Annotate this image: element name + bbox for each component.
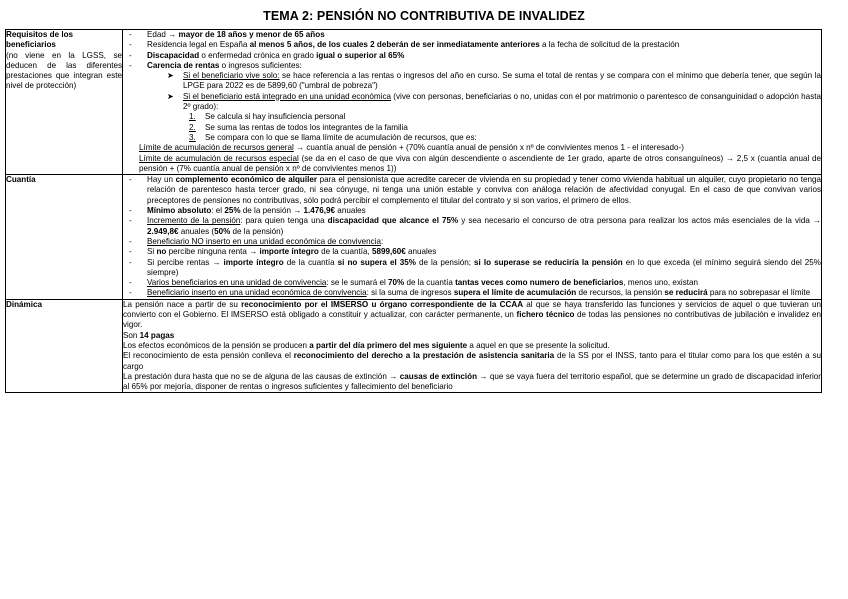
req-vive-solo: ➤ Si el beneficiario vive solo: se hace referencia a las rentas o ingresos del año en curso. Se suma el total de rentas y se compara con el mínimo que debería tener, que según la LPGE para 2022 es de 5899,60 ("umbral de pobreza") (167, 71, 822, 91)
requisitos-title: Requisitos de los beneficiarios (6, 30, 74, 50)
req-carencia: - Carencia de rentas o ingresos suficientes: ➤ Si el beneficiario vive solo: se hace referencia a las rentas o ingresos del año en curso. Se suma el total de rentas y se compara con el mínimo que debería tener, que según la LPGE para 2022 es de 5899,60 ("umbral de pobreza") ➤ Si el beneficiario está integrado en una unidad económica (vive con personas, beneficiarias o no, unidas con el por matrimonio o parentesco de consanguinidad o adopción hasta 2º grado): 1. Se calcula si hay insuficiencia personal 2. Se suma las rentas de todos los integrantes de la familia 3. Se compara con lo que se llama límite de acumulación de recursos, que es: (147, 61, 821, 143)
cua-no-inserto: - Beneficiario NO inserto en una unidad económica de convivencia: (147, 237, 821, 247)
din-paragraph-4: El reconocimiento de esta pensión conlleva el reconocimiento del derecho a la prestación de asistencia sanitaria de la SS por el INSS, tanto para el titular como para los que estén a su cargo (123, 351, 821, 371)
arrow-bullet-icon: ➤ (167, 71, 174, 81)
req-edad: - Edad → mayor de 18 años y menor de 65 años (147, 30, 821, 40)
arrow-bullet-icon: ➤ (167, 91, 174, 101)
cua-incremento: - Incremento de la pensión: para quien tenga una discapacidad que alcance el 75% y sea necesario el concurso de otra persona para realizar los actos más esenciales de la vida → 2.949,8€ anuales (50% de la pensión) (147, 216, 821, 237)
cuantia-title: Cuantía (6, 175, 36, 185)
content-requisitos (123, 30, 822, 175)
label-requisitos (6, 30, 123, 175)
req-discapacidad: - Discapacidad o enfermedad crónica en grado igual o superior al 65% (147, 51, 821, 61)
row-cuantia (6, 175, 822, 300)
row-dinamica (6, 299, 822, 393)
content-dinamica (123, 299, 822, 393)
din-paragraph-1: La pensión nace a partir de su reconocimiento por el IMSERSO u órgano correspondiente de la CCAA al que se haya transferido las funciones y servicios de aquel o que tuvieran un convierto con el Gobierno. El IMSERSO está obligado a constituir y actualizar, con carácter permanente, un fichero técnico de todas las pensiones no contributivas de jubilación e invalidez en vigor. (123, 299, 821, 330)
cua-minimo: - Mínimo absoluto: el 25% de la pensión → 1.476,9€ anuales (147, 206, 821, 216)
cua-inserto: - Beneficiario inserto en una unidad económica de convivencia: si la suma de ingresos supera el límite de acumulación de recursos, la pensión se reducirá para no sobrepasar el límite (147, 288, 821, 298)
req-residencia: - Residencia legal en España al menos 5 años, de los cuales 2 deberán de ser inmediatamente anteriores a la fecha de solicitud de la prestación (147, 40, 821, 50)
row-requisitos (6, 30, 822, 175)
din-paragraph-3: Los efectos económicos de la pensión se producen a partir del día primero del mes siguiente a aquel en que se presente la solicitud. (123, 340, 610, 350)
cua-alquiler: - Hay un complemento económico de alquiler para el pensionista que acredite carecer de vivienda en su propiedad y tener como vivienda habitual un alquiler, cuyo propietario no tenga relación de parentesco hasta tercer grado, ni sea cónyuge, ni tenga una unión estable y conviva con análoga relación de afectividad conyugal. En el caso de que convivan varios preceptores de pensiones no contributivas, sólo podrá percibir el complemento el titular del contrato y si son varios, el primero de ellos. (147, 175, 821, 206)
requisitos-note: (no viene en la LGSS, se deducen de las diferentes prestaciones que integran este nivel de protección) (6, 50, 122, 91)
limite-general: Límite de acumulación de recursos general → cuantía anual de pensión + (70% cuantía anual de pensión x nº de convivientes menos 1 - el interesado-) (139, 143, 684, 153)
step-1: 1. Se calcula si hay insuficiencia personal (189, 112, 346, 122)
content-cuantia (123, 175, 822, 300)
limite-especial: Límite de acumulación de recursos especial (se da en el caso de que viva con algún descendiente o ascendiente de 1er grado, aparte de otros consanguíneos) → 2,5 x (cuantía anual de pensión + (7% cuantía anual de pensión x nº de convivientes menos 1)) (139, 153, 821, 173)
content-table (5, 29, 822, 393)
din-paragraph-5: La prestación dura hasta que no se de alguna de las causas de extinción → causas de extinción → que se vaya fuera del territorio español, que se determine un grado de discapacidad inferior al 65% por mejoría, disponer de rentas o ingresos suficientes y fallecimiento del beneficiario (123, 371, 821, 392)
cua-ninguna-renta: - Si no percibe ninguna renta → importe íntegro de la cuantía, 5899,60€ anuales (147, 247, 821, 257)
cua-varios-beneficiarios: - Varios beneficiarios en una unidad de convivencia: se le sumará el 70% de la cuantía tantas veces como numero de beneficiarios, menos uno, existan (147, 278, 821, 288)
step-2: 2. Se suma las rentas de todos los integrantes de la familia (189, 122, 408, 132)
cua-percibe-rentas: - Si percibe rentas → importe íntegro de la cuantía si no supera el 35% de la pensión; si lo superase se reduciría la pensión en lo que exceda (el mínimo seguirá siendo del 25% siempre) (147, 258, 821, 279)
dinamica-title: Dinámica (6, 299, 42, 309)
step-3: 3. Se compara con lo que se llama límite de acumulación de recursos, que es: (189, 132, 477, 142)
label-cuantia (6, 175, 123, 300)
req-unidad-economica: ➤ Si el beneficiario está integrado en una unidad económica (vive con personas, beneficiarias o no, unidas con el por matrimonio o parentesco de consanguinidad o adopción hasta 2º grado): (167, 91, 821, 112)
label-dinamica (6, 299, 123, 393)
din-paragraph-2: Son 14 pagas (123, 330, 175, 340)
page-title: TEMA 2: PENSIÓN NO CONTRIBUTIVA DE INVALIDEZ (263, 9, 585, 23)
